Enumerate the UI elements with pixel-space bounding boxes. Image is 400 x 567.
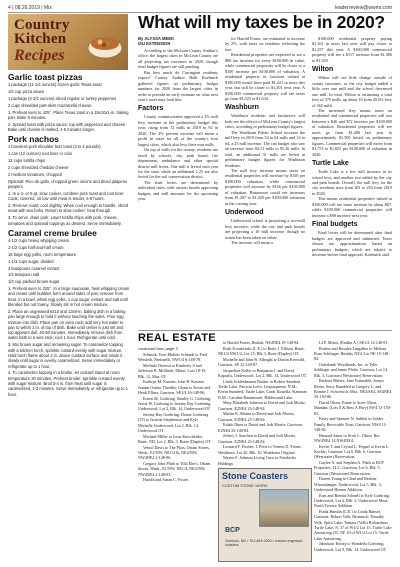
- paragraph: Eulah Olsen to David and Jodi Moritz, Garrison, E2NE4 23-148-84.: [218, 422, 303, 433]
- paragraph: But how much do Carrington residents expect? County Auditor Beth Koebnick gathered figures on preliminary budget numbers for 2020 from the largest cities in order to provide an early estimate on what next year's taxes may look like.: [138, 69, 218, 102]
- paragraph: Leonard F. Fischer, I. Pfeiz to Vernon D. Feiner, Washburn, Lot 20, Blk. 10, Washburn Original.: [218, 444, 302, 455]
- paragraph: Frank Hamlin (L.E.) to Linda Hansel, Garrison; Robert Volk, Bismarck; Timothy Volk, Spirit Lake; Tamara (Volk) Richardson, Turtle Lake, N. 37 of W1/2 Lot 15, Turtle Lake Armstrong OT, NE 10 of W1/2 Lot 15, Turtle Lake Armstrong.: [314, 508, 392, 541]
- paragraph: Roders and Rosalee Lingalbie to Melissa Rose Schlinger, Beulah, NE4 3 to NE 19-148-84.: [314, 345, 390, 362]
- subhead-washburn: Washburn: [225, 104, 259, 112]
- paragraph: Gaylee A. and Stephen A. Plath to BCP Properties, LLC, Garrison, Lot 6, Blk. 5, Garrison (Westwater) Reservation.: [314, 459, 384, 476]
- real-estate-column-2: [218, 340, 308, 466]
- paragraph: The mill levy increase means taxes on residential properties will increase by $150 per $100,000 valuation, while commercial properties will increase by $166 per $100,000 of valuation. Businesses could see increases from $1,207 to $1,429 per $100,000 valuation in the coming year.: [225, 167, 305, 206]
- recipes-banner: [8, 14, 128, 70]
- real-estate-column-3: [314, 340, 392, 552]
- recipe-line: 3 teaspoons caramel extract: [8, 265, 60, 271]
- paragraph: Outerbank Woodlands, Inc. to Tyler Schlinger and Jamie Pfeltz, Garrison, Lot 14, Blk. 3, Garrison (Westwater) Reservation.: [314, 361, 389, 378]
- recipe-line: 15 large egg yolks, room temperature: [8, 251, 77, 257]
- paragraph: $100,000 residential property paying $1,161 in taxes last year will pay closer to $1,257 this year. A $100,000 commercial property will see a $117 increase from $1,386 to $1,503.: [312, 36, 392, 63]
- recipe-line: 1. In a 4- or 5-qt. slow cooker, combine pork roast and root beer. Cook, covered, on low until meat is tender, 6-8 hours.: [8, 190, 125, 202]
- article-column-1: [138, 36, 218, 202]
- recipe-line: 1. Preheat oven to 425°. Place Texas toast in a 15x10x1-in. baking pan. Bake 5 minutes.: [8, 109, 129, 120]
- paragraph: Wayne F. Johnson Living Trust to Friedrichs Holdings: [218, 455, 296, 466]
- paragraph: Michelle and John R. Albright to Dustin Kerwald, Garrison, SE 22-149-87.: [218, 356, 305, 367]
- paragraph: Vencil Davis to The Plats, Ostam Stores, Wash., E1/NW, NE1/4 &, NE4/NW, NW4NE4 2-148-86.: [138, 444, 210, 461]
- recipe-line: 1 package (11-1/4 ounces) frozen garlic Texas toast: [8, 82, 102, 87]
- article-column-3: [312, 36, 392, 257]
- recipe-line: 12 cups tortilla chips: [8, 158, 46, 164]
- recipe-line: 1/3 cup packed brown sugar: [8, 279, 60, 285]
- recipe-line: 1 package (3-1/2 ounces) sliced regular or turkey pepperoni: [8, 95, 117, 101]
- paragraph: Barbara Meiere, Jane Estimable, Sonya Reiter, Stacy Rambled to Gregory L. and Bonnie J. Schweisch, Max, NE4/SE4, SE4NE4 35-150-86.: [314, 378, 392, 400]
- paragraph: County commissioners approved a 2% mill levy increase in the preliminary budget this year, rising from 72 mills in 2019 to 92 in 2020. The 2% percent increase will mean a profit in taxes for all of the county's four largest cities, which also levy their own mills.: [138, 114, 218, 147]
- subhead-turtle-lake: Turtle Lake: [312, 160, 349, 168]
- recipe-line: 2 medium tomatoes, chopped: [8, 171, 62, 177]
- paragraph: Washburn residents and businesses will both see the effects of McLean County's largest cities, according to preliminary budget figures.: [225, 113, 305, 130]
- section-rule: [138, 330, 392, 331]
- paragraph: According to the McLean County Auditor's office, the largest cities in McLean County are all projecting tax increases in 2020, though final budget figures are still pending.: [138, 47, 218, 70]
- paragraph: Schmidt, Terri Mullett Schmidt to Fred Weisleib, Pantinelli, NW1/4 6-148-78.: [138, 352, 207, 363]
- recipes-banner-title: Country Kitchen: [14, 17, 70, 47]
- subhead-underwood: Underwood: [225, 209, 264, 217]
- paragraph: Bernard Sauer to Scott L. Olson, Rec NW4NE4 14 NW4NE4.: [314, 432, 380, 443]
- paragraph: Jahnisaac Keitsy to Wanderla Gorbring, Underwood, Lot 9, Blk. 14, Underwood OT.: [314, 541, 387, 552]
- recipe-title: Pork nachos: [8, 134, 60, 145]
- paragraph: Gregory John Plath to Tilla Elm's, Ostam Stores, Wash., E1/NW, NE1/4, NE4/NW, NW4NE4 2-148-83.: [138, 460, 211, 477]
- paragraph: This means residential properties valued at $100,000 will see taxes increase by about $67, while $100,000 commercial properties will increase a $98 increase next year.: [312, 196, 392, 218]
- page-folio: 4 | 08.26.2019 | Mix: [8, 5, 52, 11]
- recipe-line: 4. To caramelize topping in a broiler, let custard stand at room temperature 30 minutes. Preheat broiler. Sprinkle custard evenly with sugar mixture. Broil 3-4 in. from heat until sugar is caramelized, 2-3 minutes. Serve immediately or refrigerate up to 1 hour.: [8, 370, 128, 397]
- ad-logo: BCP: [225, 527, 240, 534]
- paragraph: Harold and Susan C. Foster: [143, 477, 189, 483]
- ad-subtitle: CUSTOM STONE WORK: [222, 483, 268, 488]
- recipe-line: 3. To serve, drain pork. Layer tortilla chips with pork, cheese, tomatoes and optional toppings as desired. Serve immediately.: [8, 215, 122, 226]
- ad-photo: [259, 489, 309, 527]
- article-column-2: [225, 36, 305, 245]
- recipe-line: 1. Preheat oven to 325°. In a large saucepan, heat whipping cream and cream until bubbles form around sides of pan; remove from heat. In a bowl, whisk egg yolks, 1 cup sugar, extract and salt until blended but not foamy. Slowly stir in hot cream mixture.: [8, 286, 130, 308]
- paragraph: Karen M. Gorbring, Stanley G. Gorbring, Jessie W. Gorbring to Jeremy Ray Goehring, Underwood, Lot 2, Blk. 14, Underwood OT.: [138, 395, 212, 412]
- paragraph: Turtle Lake is a few mill increase in its school levy, and another two added by the city and park boards. Overall, the mill levy for the city residents rises from 281 to 292 from 2019 to 2020.: [312, 169, 392, 196]
- recipe-line: 1/2 cup pizza sauce: [8, 88, 45, 94]
- paragraph: Kathryn M. Kastner, John R. Kastner, Joanne Ostmo Thordby, Glenn to Kevin and Heidi Ellner, Garrison, SE1/4 16-148-86.: [138, 379, 211, 395]
- recipes-banner-subtitle: Recipes: [14, 47, 65, 64]
- paragraph: Mary Elizabeth Johnson to David and Jodi Moritz, Garrison, E2NE4 23-148-84.: [218, 400, 306, 411]
- recipe-line: 2. Place an ungreased 6x10 and 13x9-in. baking dish in a baking pan large enough to hold it without touching the sides. Pour egg mixture into dish. Place pan on oven rack; add very hot water to pan to within 1 in. of top of dish. Bake until center is just set and top appears dull, 40-50 minutes. Immediately remove dish from water bath to a wire rack; cool 1 hour. Refrigerate until cold.: [8, 308, 126, 341]
- paragraph: Final levies will be determined after final budgets are approved and submitted. Taxes shown are approximations based on preliminary budgets, which are subject to decrease before final approval, Koebnick said.: [312, 230, 392, 257]
- paragraph: David Olson, Estate to Scott Olson, Mandan, (Lots 8 & Row A Hwy) SW4 13-150-83.: [314, 399, 392, 416]
- recipe-line: 2. Spread toast with pizza sauce; top with pepperoni and cheese. Bake until cheese is melted, 4-5 minutes longer.: [8, 121, 127, 133]
- subhead-wilton: Wilton: [312, 66, 334, 74]
- paragraph: Linda Schlenhausen Busker to Robert Sundeen, Turtle Lake; Patricia Lefor, Linquiqueme, N.M.; Kevin Sundeed, Turtle Lake; Cindi Kinsella, Stammer, N.M.; Caroline Rasmussen, Haldersand Lake.: [218, 378, 308, 400]
- recipe-line: 4-1/2 cups heavy whipping cream: [8, 237, 69, 243]
- recipe-line: Optional: Pico de gallo, chopped green onions and diced jalapeno peppers: [8, 178, 128, 190]
- paragraph: Kevin T. and Crystal L. Peppel to Kevin L. Kuckle, Garrison, Lot 6, Blk. 6, Garrison (Westwater) Reservation.: [314, 443, 390, 460]
- paragraph: On top of mills for the county, residents are taxed by schools, city, park board, fire department, ambulance and other special district mill levies. One mill is levied each year for the state, while an additional 1.25 are also levied for the soil conservation district.: [138, 147, 218, 180]
- recipe-line: 3. Mix brown sugar and remaining sugar. To caramelize topping with a kitchen torch, sprinkle custard evenly with sugar mixture. Hold torch flame about 2 in. above custard surface and rotate it slowly until sugar is evenly caramelized. Serve immediately or refrigerate up to 1 hour.: [8, 342, 123, 369]
- recipe-line: 2 cups shredded part-skim mozzarella cheese: [8, 102, 92, 108]
- real-estate-column-1: [138, 352, 213, 483]
- recipe-line: 1-1/3 cups sugar, divided: [8, 258, 54, 264]
- paragraph: The increase will mean a: [231, 239, 273, 245]
- subhead-factors: Factors: [138, 105, 164, 113]
- paragraph: The Washburn Public School increase the mill levy in 2019 from 54 to 64 mills and 14 to 64, a 25 mill increase. The city budget also saw an increase from 84.31 mills to 95.26 mills. In total, an additional 31 mills are levied in preliminary budget figures for Washburn residents.: [225, 129, 305, 168]
- paragraph: Martin K. Martin to David and Jodi Moritz, Garrison, E2NE4 23-148-84.: [218, 411, 295, 422]
- recipe-line: 2. Remove roast; cool slightly. When cool enough to handle, shred meat with two forks. Return to slow cooker; heat through.: [8, 203, 129, 214]
- recipes-column: [8, 73, 130, 399]
- paragraph: Darren Young to Chad and Heather Wiraszdanger, Underwood, Lot 5, Blk. 3, Underwood Hoener Addition.: [314, 476, 382, 492]
- paragraph: to Harold Foster, Beulah, NE4NE4 19-148-84.: [223, 340, 300, 345]
- paragraph: Residential properties are expected to see a $80 tax increase for every $100,000 in value, while commercial properties will be closer to a $100 increase per $100,000 of valuation. A residential property in Garrison valued at $100,000 would have paid $1,221 in taxes this year, but will be closer to $1,301 next year. A $100,000 commercial property will see taxes go from $1,525 to $1,634.: [225, 52, 305, 101]
- paragraph: Jeffrey J. Sauchen to David and Jodi Moritz, Garrison, E2NE4 23-148-84.: [218, 433, 297, 444]
- paragraph: Jeremy Ray Goehring, Donae Goehring (JT) to Jacinda Stephenson and Kyle Michelle Underwood, Lot 2, Blk. 14, Underwood OT.: [138, 411, 209, 433]
- paragraph: LLP, Minot, (Endlar A.) SE1/4 14-148-81.: [319, 340, 389, 345]
- paragraph: The increased levy means taxes on residential and commercial properties will rise between a $46 and $72 increase per $100,000 of valuation. Residential properties will see taxes go from $1,406 last year to approximately $1,500 based on preliminary figures. Commercial properties will move from $1,753 to $1,825 per $100,000 of valuation in 2020.: [312, 107, 392, 157]
- paragraph: Underwood school is projecting a two-mill levy increase, while the city and park boards are projecting a 10 mill increase, though no action has been taken on either.: [225, 218, 305, 240]
- recipe-line: 1 boneless pork shoulder butt roast (3 to 4 pounds): [8, 144, 101, 150]
- recipe-title: Garlic toast pizzas: [8, 73, 83, 82]
- paragraph: for Harold Fraser, are estimated to increase by 2%, with taxes on residents reflecting the rise.: [225, 36, 305, 52]
- recipe-line: 1 can (12 ounces) root beer or cola: [8, 151, 72, 157]
- paragraph: Jacqueline Keller to Benjamin J. and David Kapsalis, Underwood, Lot 2, Blk. 14, Underwood OT.: [218, 367, 307, 378]
- real-estate-title: REAL ESTATE: [138, 332, 216, 344]
- paragraph: Kerry and Spencer N. Sublett to Solder Family Revocable Trust, Garrison, NW4 11-148-84.: [314, 416, 387, 432]
- recipe-line: 1/4 teaspoon salt: [8, 272, 40, 278]
- recipe-title: Caramel creme brulee: [8, 227, 97, 238]
- paragraph: Wilton will see little change outside of county increases, as the city budget added a little over one mill and the school decreased one mill. In total, Wilton is estimating a total levy of 375 mills, up about 10 from 2019's levy of 365 mills.: [312, 75, 392, 108]
- paragraph: The final levies are determined by individual cities, with various boards approving budgets and mill amounts for the upcoming year.: [138, 179, 218, 202]
- article-headline: What will my taxes be in 2020?: [138, 12, 385, 32]
- paragraph: Ruth Tronsbrinks (L.E.) to Betty J. Ellison, Butte, NE1/4 NW1/4, Lot 15, Blk 3, Butte (Duplex) OT.: [218, 345, 305, 356]
- website: leaderreview@wwmr.com: [334, 5, 392, 11]
- paragraph: Kurt and Brenda Schnell to Kyle Gorbring, Underwood, Lot 4, Blk. 3, Underwood Mesa North Terrace Addition.: [314, 492, 390, 509]
- paragraph: Melinda Theresa to Kimberly S and Jefferson R. McBride, Minot, Lots 18-19, Blk. 12, Max OT.: [138, 362, 207, 379]
- stone-coasters-ad[interactable]: [218, 468, 312, 562]
- recipe-line: 1-1/2 cups half-and-half cream: [8, 244, 64, 250]
- food-bowl-icon: [86, 22, 124, 62]
- real-estate-continued: continued from page 3: [138, 346, 178, 351]
- article-byline: By ALYSSA MEEK ISU EXTENSION: [138, 36, 175, 47]
- ad-address: Garrison, ND • 701-463-0000 • custom engraved coasters: [225, 539, 303, 548]
- recipe-line: 2 cups shredded cheddar cheese: [8, 165, 69, 171]
- ad-title: Stone Coasters: [222, 471, 289, 481]
- paragraph: Michael Miller to Leon Kutschenko, Butte, ND, Lot 2, Blk. 3, Butte (Duplex) OT.: [138, 433, 212, 444]
- subhead-final-budgets: Final budgets: [312, 221, 358, 229]
